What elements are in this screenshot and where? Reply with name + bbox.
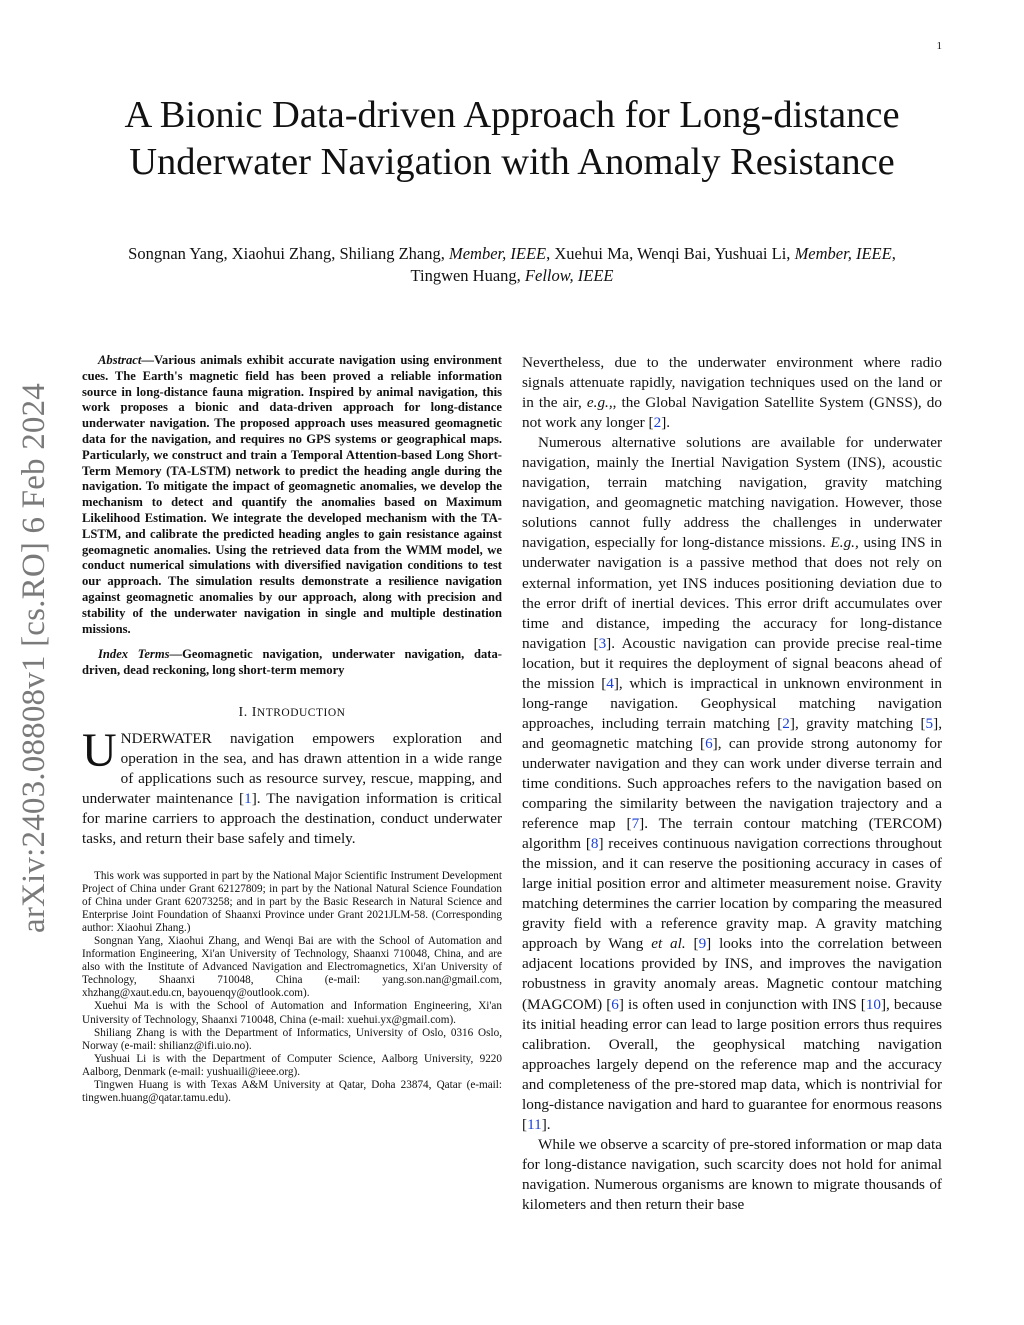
drop-cap: U [82, 723, 117, 777]
text: ] is often used in conjunction with INS [ [618, 995, 866, 1013]
text: ] looks into the correlation between adjacent locations provided by INS, and improves the navigation robustness in gravity anomaly areas. Magnetic contour matching (MAGCOM) [ [522, 935, 942, 1013]
index-terms-text: —Geomagnetic navigation, underwater navigation, data-driven, dead reckoning, long short-term memory [82, 647, 502, 678]
citation-link[interactable]: 9 [698, 935, 707, 953]
membership: Member, IEEE [448, 244, 547, 263]
citation-link[interactable]: 6 [611, 995, 619, 1013]
intro-paragraph [82, 723, 502, 850]
citation-link[interactable]: 10 [865, 995, 881, 1013]
index-terms [82, 647, 502, 679]
intro-text: ]. The navigation information is critical for marine carriers to approach the destination, conduct underwater tasks, and return their base safely and timely. [82, 790, 502, 848]
authors-part: , Xuehui Ma, Wenqi Bai, Yushuai Li, [546, 244, 795, 263]
footnote: Xuehui Ma is with the School of Automation and Information Engineering, Xi'an University of Technology, Shaanxi 710048, China (e-mail: xuehui.yx@gmail.com). [82, 1000, 502, 1026]
text: , the Global Navigation Satellite System (GNSS), do not work any longer [ [522, 394, 942, 432]
membership: Fellow, IEEE [524, 266, 614, 285]
abstract [82, 353, 502, 637]
authors-part: , Tingwen Huang, [410, 244, 896, 285]
left-column [82, 353, 502, 1105]
index-terms-label: Index Terms [98, 647, 170, 662]
footnote: Shiliang Zhang is with the Department of Informatics, University of Oslo, 0316 Oslo, Norway (e-mail: shilianz@ifi.uio.no). [82, 1026, 502, 1052]
text: ], because its initial heading error can lead to large position errors thus requires calibration. Overall, the geophysical matching navigation approaches largely depend on the reference map and the accuracy and completeness of the pre-stored map data, which is nontrivial for long-distance navigation and hard to guarantee for enormous reasons [ [522, 995, 942, 1133]
section-heading-introduction [82, 705, 502, 721]
footnote: Songnan Yang, Xiaohui Zhang, and Wenqi Bai are with the School of Automation and Information Engineering, Xi'an University of Technology, Shaanxi 710048, China, and are also with the Institute of Advanced Navigation and Electromagnetics, Xi'an University of Technology, Shaanxi 710048, China (e-mail: yang.son.nan@gmail.com, xhzhang@xaut.edu.cn, bayouenqy@outlook.com). [82, 934, 502, 1000]
right-column [522, 353, 942, 1215]
citation-link[interactable]: 2 [653, 414, 662, 432]
footnote: Yushuai Li is with the Department of Computer Science, Aalborg University, 9220 Aalborg, Denmark (e-mail: yushuaili@ieee.org). [82, 1052, 502, 1078]
authors-part: Songnan Yang, Xiaohui Zhang, Shiliang Zhang, [128, 244, 449, 263]
body-paragraph [522, 353, 942, 433]
membership: Member, IEEE [794, 244, 892, 263]
footnotes [82, 870, 502, 1106]
citation-link[interactable]: 2 [782, 714, 790, 732]
footnote: This work was supported in part by the National Major Scientific Instrument Development Project of China under Grant 62127809; in part by the National Natural Science Foundation of China under Grant 62073258; and in part by the Basic Research in Natural Science and Enterprise Joint Foundation of Shaanxi Province under Grant 2021JLM-58. (Corresponding author: Xiaohui Zhang.) [82, 869, 502, 934]
arxiv-stamp: arXiv:2403.08808v1 [cs.RO] 6 Feb 2024 [16, 383, 52, 934]
text: ] receives continuous navigation corrections throughout the mission, and it can reserve the positioning accuracy in cases of large initial position error and altimeter measurement noise. Gravity matching determines the carrier location by comparing the measured gravity field with a reference gravity map. A gravity matching approach by Wang [522, 835, 943, 953]
citation-link[interactable]: 7 [631, 815, 640, 833]
citation-link[interactable]: 3 [598, 634, 607, 652]
footnote: Tingwen Huang is with Texas A&M University at Qatar, Doha 23874, Qatar (e-mail: tingwen.huang@qatar.tamu.edu). [82, 1079, 502, 1105]
citation-link[interactable]: 5 [925, 714, 934, 732]
intro-text: NDERWATER navigation empowers exploration and operation in the sea, and has drawn attention in a wide range of applications such as resource survey, rescue, mapping, and underwater maintenance [ [82, 729, 502, 808]
text: ]. The terrain contour matching (TERCOM) algorithm [ [522, 815, 942, 853]
text-italic: et al. [651, 935, 686, 953]
text: [ [685, 935, 699, 953]
section-first-letter: I [251, 704, 257, 720]
citation-link[interactable]: 4 [606, 674, 614, 692]
text-italic: e.g., [586, 394, 613, 412]
citation-link[interactable]: 6 [705, 734, 713, 752]
text: ], gravity matching [ [789, 714, 926, 732]
text: using INS in underwater navigation is a passive method that does not rely on external information, yet INS induces positioning deviation due to the error drift of inertial devices. This error drift accumulates over time and distance, impeding the accuracy for long-distance navigation [ [522, 534, 943, 652]
abstract-label: Abstract [98, 353, 142, 367]
body-paragraph [522, 433, 942, 1135]
text: ]. [661, 414, 671, 432]
body-paragraph: While we observe a scarcity of pre-stored information or map data for long-distance navigation, such scarcity does not hold for animal navigation. Numerous organisms are known to migrate thousands of kilometers and then return their base [522, 1135, 942, 1213]
text: ], which is impractical in unknown environment in long-range navigation. Geophysical matching navigation approaches, including terrain matching [ [522, 674, 943, 732]
section-numeral: I. [238, 704, 252, 720]
paper-title: A Bionic Data-driven Approach for Long-distance Underwater Navigation with Anomaly Resistance [124, 94, 900, 183]
citation-link[interactable]: 1 [244, 790, 252, 808]
page-number: 1 [936, 40, 942, 52]
text: Nevertheless, due to the underwater environment where radio signals attenuate rapidly, navigation techniques used on the land or in the air, [522, 354, 942, 412]
text: ]. Acoustic navigation can provide precise real-time location, but it requires the deployment of signal beacons ahead of the mission [ [522, 634, 942, 692]
text: Numerous alternative solutions are available for underwater navigation, mainly the Inertial Navigation System (INS), acoustic navigation, terrain matching navigation, gravity matching navigation, and geomagnetic matching navigation. However, those solutions cannot fully address the challenges in underwater navigation, especially for long-distance missions. [522, 434, 942, 552]
text: ], and geomagnetic matching [ [522, 714, 942, 752]
citation-link[interactable]: 8 [590, 835, 599, 853]
section-rest: NTRODUCTION [256, 706, 346, 719]
text-italic: E.g., [830, 534, 859, 552]
citation-link[interactable]: 11 [527, 1115, 542, 1133]
text: ], can provide strong autonomy for underwater navigation and they can work under diverse terrain and time conditions. Such approaches refers to the navigation based on comparing the similarity between the navigation trajectory and a reference map [ [522, 734, 943, 833]
author-list [120, 243, 904, 287]
text: ]. [541, 1115, 551, 1133]
abstract-text: —Various animals exhibit accurate navigation using environment cues. The Earth's magnetic field has been proved a reliable information source in long-distance fauna migration. Inspired by animal navigation, this work proposes a bionic and data-driven approach for long-distance underwater navigation. The proposed approach uses measured geomagnetic data for the navigation, and requires no GPS systems or geographical maps. Particularly, we construct and train a Temporal Attention-based Long Short-Term Memory (TA-LSTM) network to predict the heading angle during the navigation. To mitigate the impact of geomagnetic anomalies, we develop the mechanism to detect and quantify the anomalies based on Maximum Likelihood Estimation. We integrate the developed mechanism with the TA-LSTM, and calibrate the predicted heading angles to gain resistance against geomagnetic anomalies. Using the retrieved data from the WMM model, we conduct numerical simulations with diversified navigation conditions to test our approach. The simulation results demonstrate a resilience navigation against geomagnetic anomalies by our approach, along with precision and stability of the underwater navigation in single and multiple destination missions. [82, 353, 502, 636]
